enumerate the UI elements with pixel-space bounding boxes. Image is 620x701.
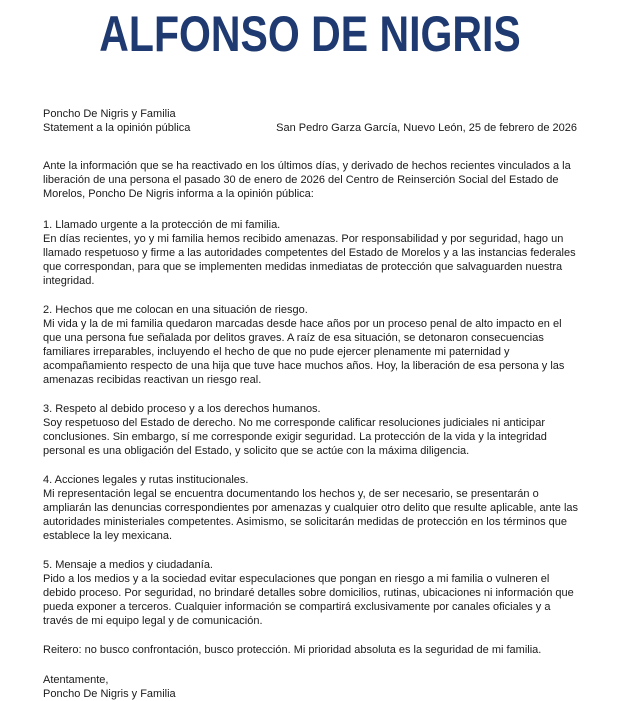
section-1 xyxy=(43,218,579,288)
section-2 xyxy=(43,303,579,387)
intro-paragraph: Ante la información que se ha reactivado en los últimos días, y derivado de hechos recientes vinculados a la liberación de una persona el pasado 30 de enero de 2026 del Centro de Reinserción Social del Estado de Morelos, Poncho De Nigris informa a la opinión pública: xyxy=(43,160,571,200)
section-text: Mi representación legal se encuentra documentando los hechos y, de ser necesario, se presentarán o ampliarán las denuncias correspondientes por amenazas y cualquier otro delito que resulte aplicable, ante las autoridades ministeriales competentes. Asimismo, se solicitarán medidas de protección en los términos que establece la ley mexicana. xyxy=(43,488,579,542)
section-5 xyxy=(43,558,579,628)
section-text: Pido a los medios y a la sociedad evitar especulaciones que pongan en riesgo a mi familia o vulneren el debido proceso. Por seguridad, no brindaré detalles sobre domicilios, rutinas, ubicaciones ni información que pueda exponer a terceros. Cualquier información se compartirá exclusivamente por canales oficiales y a través de mi equipo legal y de comunicación. xyxy=(43,573,574,627)
section-text: En días recientes, yo y mi familia hemos recibido amenazas. Por responsabilidad y por seguridad, hago un llamado respetuoso y firme a las autoridades competentes del Estado de Morelos y a las instancias federales que correspondan, para que se implementen medidas inmediatas de protección que salvaguarden nuestra integridad. xyxy=(43,233,576,287)
sender-name: Poncho De Nigris y Familia xyxy=(43,108,176,120)
closing-salutation: Atentamente, xyxy=(43,674,109,686)
sender-block xyxy=(43,107,190,135)
closing-block xyxy=(43,673,579,701)
section-heading: 2. Hechos que me colocan en una situación de riesgo. xyxy=(43,304,308,316)
statement-body xyxy=(43,159,579,701)
section-4 xyxy=(43,473,579,543)
section-heading: 4. Acciones legales y rutas institucionales. xyxy=(43,474,249,486)
section-3 xyxy=(43,402,579,458)
section-heading: 1. Llamado urgente a la protección de mi familia. xyxy=(43,219,281,231)
closing-signature: Poncho De Nigris y Familia xyxy=(43,688,176,700)
section-heading: 3. Respeto al debido proceso y a los derechos humanos. xyxy=(43,403,321,415)
masthead-title: ALFONSO DE NIGRIS xyxy=(99,6,521,62)
section-text: Soy respetuoso del Estado de derecho. No me corresponde calificar resoluciones judiciales ni anticipar conclusiones. Sin embargo, sí me corresponde exigir seguridad. La protección de la vida y la integridad personal es una obligación del Estado, y solicito que se actúe con la máxima diligencia. xyxy=(43,417,547,457)
section-heading: 5. Mensaje a medios y ciudadanía. xyxy=(43,559,213,571)
reiteration-paragraph: Reitero: no busco confrontación, busco protección. Mi prioridad absoluta es la seguridad de mi familia. xyxy=(43,644,542,656)
dateline: San Pedro Garza García, Nuevo León, 25 de febrero de 2026 xyxy=(276,122,577,134)
sender-subject: Statement a la opinión pública xyxy=(43,122,191,134)
section-text: Mi vida y la de mi familia quedaron marcadas desde hace años por un proceso penal de alto impacto en el que una persona fue señalada por delitos graves. A raíz de esa situación, se detonaron consecuencias familiares irreparables, incluyendo el hecho de que no pude ejercer plenamente mi paternidad y acompañamiento respecto de una hija que tuve hace muchos años. Hoy, la liberación de esa persona y las amenazas recibidas reactivan un riesgo real. xyxy=(43,318,565,386)
